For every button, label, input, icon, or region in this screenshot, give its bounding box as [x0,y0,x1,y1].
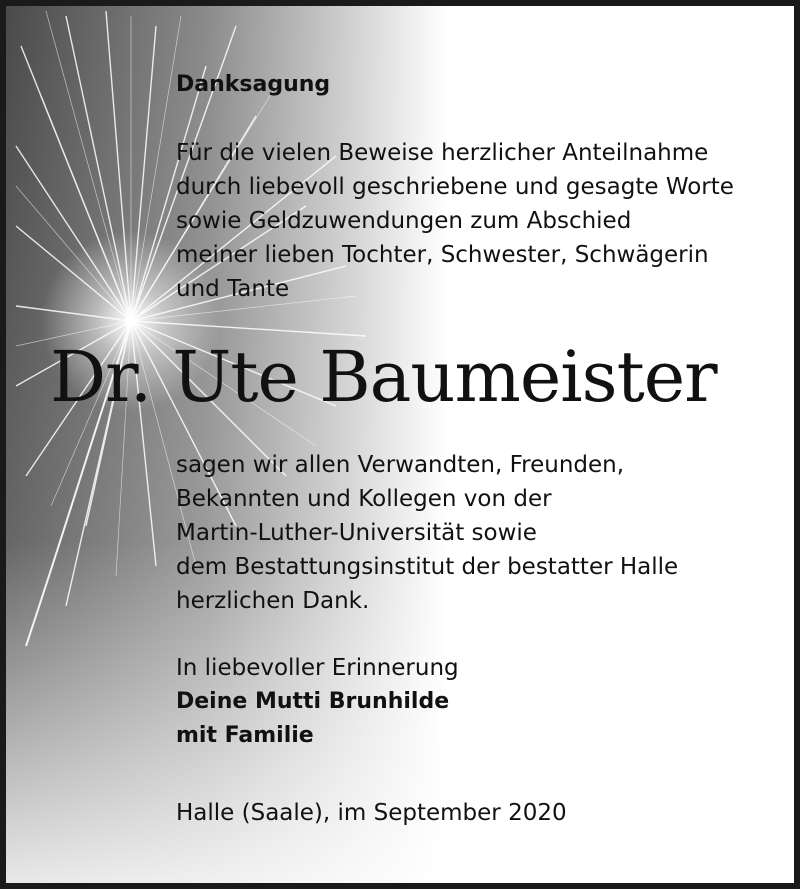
thanks-line: sagen wir allen Verwandten, Freunden, [176,452,625,478]
thanks-line: herzlichen Dank. [176,588,370,614]
thanks-line: Bekannten und Kollegen von der [176,486,552,512]
intro-line: Für die vielen Beweise herzlicher Anteilnahme [176,140,709,166]
signature-family: mit Familie [176,723,314,748]
deceased-name: Dr. Ute Baumeister [50,336,717,418]
heading: Danksagung [176,72,331,97]
intro-line: sowie Geldzuwendungen zum Abschied [176,208,632,234]
signature-line: Deine Mutti Brunhilde [176,689,450,714]
place-date: Halle (Saale), im September 2020 [176,800,567,826]
intro-line: durch liebevoll geschriebene und gesagte Worte [176,174,734,200]
thanks-line: Martin-Luther-Universität sowie [176,520,537,546]
intro-text [176,136,776,306]
thanks-line: dem Bestattungsinstitut der bestatter Halle [176,554,679,580]
memory-line: In liebevoller Erinnerung [176,655,459,681]
intro-line: und Tante [176,276,290,302]
intro-line: meiner lieben Tochter, Schwester, Schwägerin [176,242,709,268]
thanks-text [176,448,786,618]
